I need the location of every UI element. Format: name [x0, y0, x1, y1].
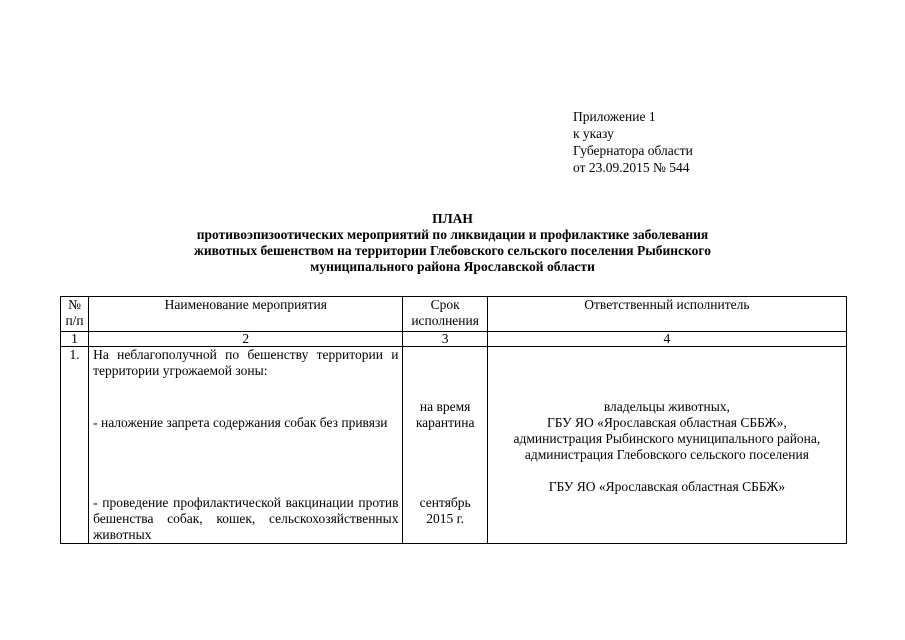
item-2-name: - проведение профилактической вакцинации против бешенства собак, кошек, сельскохозяйственных животных	[93, 495, 399, 542]
header-term	[403, 297, 487, 332]
item-1-term-line-1: на время	[419, 399, 471, 414]
row-intro: На неблагополучной по бешенству территории и территории угрожаемой зоны:	[93, 347, 399, 378]
column-number-2: 2	[89, 332, 403, 347]
title-heading: ПЛАН	[432, 211, 473, 226]
item-2-executor: ГБУ ЯО «Ярославская областная СББЖ»	[548, 479, 786, 494]
appendix-line-1: Приложение 1	[573, 109, 656, 124]
title-line-3: муниципального района Ярославской области	[310, 259, 595, 274]
row-terms	[403, 347, 487, 544]
table-header-row	[61, 297, 847, 332]
header-name-text: Наименование мероприятия	[164, 297, 327, 312]
appendix-block	[573, 108, 693, 176]
column-number-3: 3	[403, 332, 487, 347]
header-number-line-1: №	[68, 297, 81, 312]
appendix-line-3: Губернатора области	[573, 143, 693, 158]
plan-table	[60, 296, 847, 544]
title-line-1: противоэпизоотических мероприятий по ликвидации и профилактике заболевания	[196, 227, 709, 242]
appendix-line-2: к указу	[573, 126, 614, 141]
item-1-executor-line-2: ГБУ ЯО «Ярославская областная СББЖ»,	[547, 415, 787, 430]
header-number-line-2: п/п	[65, 313, 84, 328]
table-row	[61, 347, 847, 544]
column-number-1: 1	[61, 332, 89, 347]
title-line-2: животных бешенством на территории Глебовского сельского поселения Рыбинского	[194, 243, 711, 258]
header-number	[61, 297, 89, 332]
header-executor	[487, 297, 846, 332]
header-name	[89, 297, 403, 332]
item-1-executor-line-1: владельцы животных,	[603, 399, 730, 414]
item-1-term-line-2: карантина	[415, 415, 475, 430]
document-title	[0, 211, 905, 275]
item-2-term-line-2: 2015 г.	[426, 511, 465, 526]
appendix-line-4: от 23.09.2015 № 544	[573, 160, 690, 175]
item-1-executor-line-3: администрация Рыбинского муниципального района, администрация Глебовского сельского поселения	[513, 431, 821, 462]
header-term-line-2: исполнения	[411, 313, 479, 328]
row-number: 1.	[61, 347, 89, 544]
item-1-name: - наложение запрета содержания собак без привязи	[93, 415, 388, 430]
header-term-line-1: Срок	[430, 297, 460, 312]
row-executors	[487, 347, 846, 544]
header-executor-text: Ответственный исполнитель	[584, 297, 750, 312]
item-2-term-line-1: сентябрь	[419, 495, 471, 510]
row-activities	[89, 347, 403, 544]
column-number-4: 4	[487, 332, 846, 347]
column-number-row	[61, 332, 847, 347]
